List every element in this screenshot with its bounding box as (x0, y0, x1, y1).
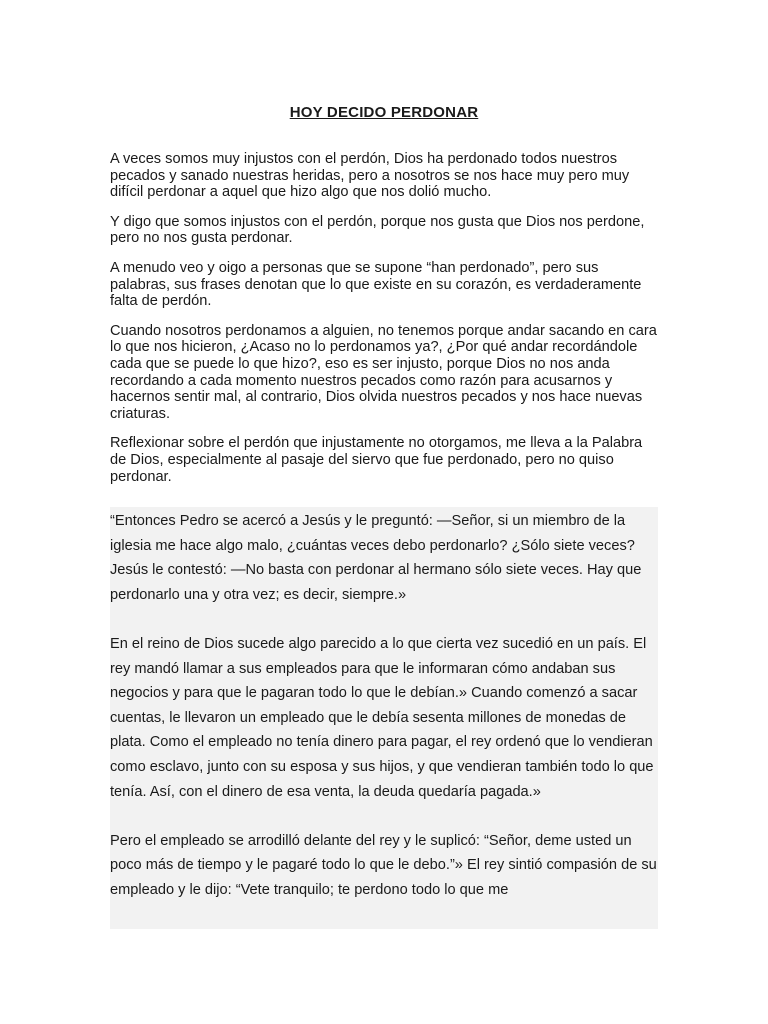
quote-paragraph-3: Pero el empleado se arrodilló delante del rey y le suplicó: “Señor, deme usted un poco más de tiempo y le pagaré todo lo que le debo.”» El rey sintió compasión de su empleado y le dijo: “Vete tranquilo; te perdono todo lo que me (110, 832, 657, 898)
quote-paragraph-2: En el reino de Dios sucede algo parecido a lo que cierta vez sucedió en un país. El rey mandó llamar a sus empleados para que le informaran cómo andaban sus negocios y para que le pagaran todo lo que le debían.» Cuando comenzó a sacar cuentas, le llevaron un empleado que le debía sesenta millones de monedas de plata. Como el empleado no tenía dinero para pagar, el rey ordenó que lo vendieran como esclavo, junto con su esposa y sus hijos, y que vendieran también todo lo que tenía. Así, con el dinero de esa venta, la deuda quedaría pagada.» (110, 635, 654, 800)
scripture-quote-block (110, 507, 658, 929)
paragraph-4: Cuando nosotros perdonamos a alguien, no tenemos porque andar sacando en cara lo que nos hicieron, ¿Acaso no lo perdonamos ya?, ¿Por qué andar recordándole cada que se puede lo que hizo?, eso es ser injusto, porque Dios no nos anda recordando a cada momento nuestros pecados como razón para acusarnos y hacernos sentir mal, al contrario, Dios olvida nuestros pecados y nos hace nuevas criaturas. (110, 322, 657, 422)
paragraph-5: Reflexionar sobre el perdón que injustamente no otorgamos, me lleva a la Palabra de Dios, especialmente al pasaje del siervo que fue perdonado, pero no quiso perdonar. (110, 435, 643, 485)
quote-paragraph-1: “Entonces Pedro se acercó a Jesús y le preguntó: —Señor, si un miembro de la iglesia me hace algo malo, ¿cuántas veces debo perdonarlo? ¿Sólo siete veces? Jesús le contestó: —No basta con perdonar al hermano sólo siete veces. Hay que perdonarlo una y otra vez; es decir, siempre.» (110, 513, 642, 603)
paragraph-3: A menudo veo y oigo a personas que se supone “han perdonado”, pero sus palabras, sus frases denotan que lo que existe en su corazón, es verdaderamente falta de perdón. (110, 259, 642, 310)
document-body (110, 151, 658, 498)
paragraph-1: A veces somos muy injustos con el perdón, Dios ha perdonado todos nuestros pecados y sanado nuestras heridas, pero a nosotros se nos hace muy pero muy difícil perdonar a aquel que hizo algo que nos dolió mucho. (110, 151, 630, 201)
document-title: HOY DECIDO PERDONAR (289, 104, 479, 121)
paragraph-2: Y digo que somos injustos con el perdón, porque nos gusta que Dios nos perdone, pero no nos gusta perdonar. (110, 213, 645, 247)
